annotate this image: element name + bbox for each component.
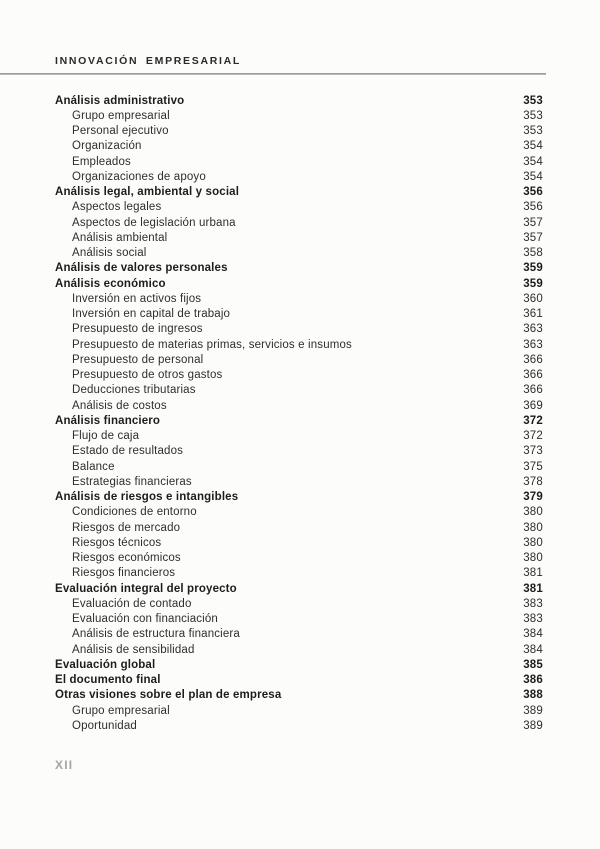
toc-entry-page-number: 354 <box>523 140 543 153</box>
toc-entry-page-number: 356 <box>523 201 543 214</box>
toc-entry-row <box>55 703 543 718</box>
toc-entry-label: Análisis legal, ambiental y social <box>55 186 240 199</box>
toc-entry-page-number: 381 <box>523 582 543 595</box>
toc-entry-row <box>55 535 543 550</box>
toc-entry-row <box>55 383 543 398</box>
toc-entry-page-number: 384 <box>523 643 543 656</box>
toc-entry-row <box>55 291 543 306</box>
toc-entry-row <box>55 230 543 245</box>
toc-entry-row <box>55 139 543 154</box>
toc-entry-row <box>55 215 543 230</box>
toc-entry-label: Grupo empresarial <box>72 109 170 122</box>
toc-entry-row <box>55 718 543 733</box>
toc-entry-page-number: 361 <box>523 308 543 321</box>
toc-entry-page-number: 366 <box>523 384 543 397</box>
toc-entry-label: El documento final <box>55 674 161 687</box>
toc-entry-row <box>55 413 543 428</box>
toc-entry-label: Organización <box>72 140 142 153</box>
toc-entry-row <box>55 612 543 627</box>
toc-entry-label: Análisis de valores personales <box>55 262 228 275</box>
toc-entry-label: Riesgos económicos <box>72 552 181 565</box>
toc-entry-label: Personal ejecutivo <box>72 125 169 138</box>
toc-entry-page-number: 359 <box>523 277 543 290</box>
toc-entry-row <box>55 505 543 520</box>
toc-entry-label: Presupuesto de otros gastos <box>72 369 223 382</box>
toc-entry-page-number: 366 <box>523 369 543 382</box>
toc-entry-row <box>55 444 543 459</box>
toc-entry-label: Estado de resultados <box>72 445 184 458</box>
toc-entry-page-number: 383 <box>523 613 543 626</box>
toc-entry-page-number: 386 <box>523 674 543 687</box>
toc-entry-row <box>55 474 543 489</box>
toc-entry-label: Condiciones de entorno <box>72 506 197 519</box>
toc-entry-page-number: 375 <box>523 460 543 473</box>
toc-entry-row <box>55 154 543 169</box>
toc-entry-row <box>55 200 543 215</box>
toc-entry-page-number: 353 <box>523 125 543 138</box>
toc-entry-page-number: 366 <box>523 353 543 366</box>
toc-entry-row <box>55 307 543 322</box>
toc-entry-label: Presupuesto de ingresos <box>72 323 203 336</box>
toc-entry-row <box>55 459 543 474</box>
toc-entry-row <box>55 185 543 200</box>
toc-entry-page-number: 360 <box>523 292 543 305</box>
toc-entry-row <box>55 657 543 672</box>
toc-entry-page-number: 363 <box>523 323 543 336</box>
toc-entry-label: Flujo de caja <box>72 430 140 443</box>
toc-entry-row <box>55 551 543 566</box>
toc-entry-row <box>55 368 543 383</box>
toc-entry-label: Presupuesto de materias primas, servicios e insumos <box>72 338 352 351</box>
toc-entry-label: Inversión en activos fijos <box>72 292 202 305</box>
toc-entry-label: Otras visiones sobre el plan de empresa <box>55 689 282 702</box>
toc-entry-page-number: 380 <box>523 506 543 519</box>
toc-entry-page-number: 353 <box>523 109 543 122</box>
toc-entry-label: Análisis financiero <box>55 414 161 427</box>
toc-entry-label: Evaluación global <box>55 658 156 671</box>
toc-entry-label: Riesgos de mercado <box>72 521 181 534</box>
toc-entry-label: Organizaciones de apoyo <box>72 170 206 183</box>
toc-entry-page-number: 381 <box>523 567 543 580</box>
toc-entry-page-number: 380 <box>523 552 543 565</box>
header-rule <box>0 73 546 75</box>
toc-entry-row <box>55 642 543 657</box>
toc-entry-row <box>55 337 543 352</box>
toc-entry-row <box>55 93 543 108</box>
toc-entry-page-number: 353 <box>523 94 543 107</box>
toc-entry-label: Estrategias financieras <box>72 475 192 488</box>
toc-entry-label: Análisis de sensibilidad <box>72 643 195 656</box>
toc-entry-row <box>55 673 543 688</box>
toc-entry-label: Análisis de estructura financiera <box>72 628 240 641</box>
toc-entry-row <box>55 490 543 505</box>
toc-entry-row <box>55 520 543 535</box>
toc-entry-label: Inversión en capital de trabajo <box>72 308 231 321</box>
toc-entry-label: Oportunidad <box>72 719 137 732</box>
toc-entry-label: Presupuesto de personal <box>72 353 204 366</box>
toc-entry-label: Aspectos legales <box>72 201 162 214</box>
toc-entry-page-number: 357 <box>523 216 543 229</box>
toc-entry-page-number: 363 <box>523 338 543 351</box>
toc-entry-label: Balance <box>72 460 115 473</box>
toc-entry-row <box>55 246 543 261</box>
toc-entry-row <box>55 566 543 581</box>
toc-entry-page-number: 383 <box>523 597 543 610</box>
toc-entry-page-number: 389 <box>523 704 543 717</box>
toc-entry-page-number: 354 <box>523 170 543 183</box>
toc-entry-page-number: 380 <box>523 536 543 549</box>
toc-entry-label: Análisis administrativo <box>55 94 185 107</box>
toc-entry-label: Análisis ambiental <box>72 231 168 244</box>
toc-entry-page-number: 378 <box>523 475 543 488</box>
toc-entry-row <box>55 322 543 337</box>
toc-entry-page-number: 372 <box>523 430 543 443</box>
toc-entry-label: Deducciones tributarias <box>72 384 196 397</box>
toc-entry-label: Análisis social <box>72 247 147 260</box>
toc-entry-row <box>55 581 543 596</box>
toc-entry-label: Riesgos financieros <box>72 567 176 580</box>
toc-entry-row <box>55 429 543 444</box>
toc-entry-label: Riesgos técnicos <box>72 536 162 549</box>
toc-entry-page-number: 385 <box>523 658 543 671</box>
toc-entry-row <box>55 169 543 184</box>
toc-entry-page-number: 356 <box>523 186 543 199</box>
toc-entry-page-number: 359 <box>523 262 543 275</box>
toc-entry-row <box>55 124 543 139</box>
toc-entry-label: Empleados <box>72 155 131 168</box>
toc-entry-label: Evaluación con financiación <box>72 613 218 626</box>
toc-entry-page-number: 358 <box>523 247 543 260</box>
toc-entry-row <box>55 596 543 611</box>
toc-entry-page-number: 389 <box>523 719 543 732</box>
toc-entry-label: Análisis de riesgos e intangibles <box>55 491 239 504</box>
toc-entry-row <box>55 398 543 413</box>
toc-entry-page-number: 373 <box>523 445 543 458</box>
toc-entry-label: Grupo empresarial <box>72 704 170 717</box>
toc-entry-label: Evaluación integral del proyecto <box>55 582 237 595</box>
toc-entry-page-number: 357 <box>523 231 543 244</box>
toc-entry-page-number: 384 <box>523 628 543 641</box>
toc-entry-row <box>55 627 543 642</box>
toc-entry-label: Análisis económico <box>55 277 166 290</box>
toc-entry-row <box>55 688 543 703</box>
page-folio-number: XII <box>55 758 74 772</box>
toc-entry-label: Evaluación de contado <box>72 597 192 610</box>
toc-entry-page-number: 354 <box>523 155 543 168</box>
toc-entry-row <box>55 276 543 291</box>
toc-entry-label: Análisis de costos <box>72 399 167 412</box>
toc-entry-page-number: 369 <box>523 399 543 412</box>
running-head: INNOVACIÓN EMPRESARIAL <box>55 55 242 67</box>
toc-entry-page-number: 379 <box>523 491 543 504</box>
toc-entry-page-number: 380 <box>523 521 543 534</box>
toc-entry-row <box>55 108 543 123</box>
table-of-contents <box>55 93 543 734</box>
toc-entry-row <box>55 261 543 276</box>
toc-entry-page-number: 388 <box>523 689 543 702</box>
toc-entry-page-number: 372 <box>523 414 543 427</box>
toc-entry-row <box>55 352 543 367</box>
toc-entry-label: Aspectos de legislación urbana <box>72 216 236 229</box>
